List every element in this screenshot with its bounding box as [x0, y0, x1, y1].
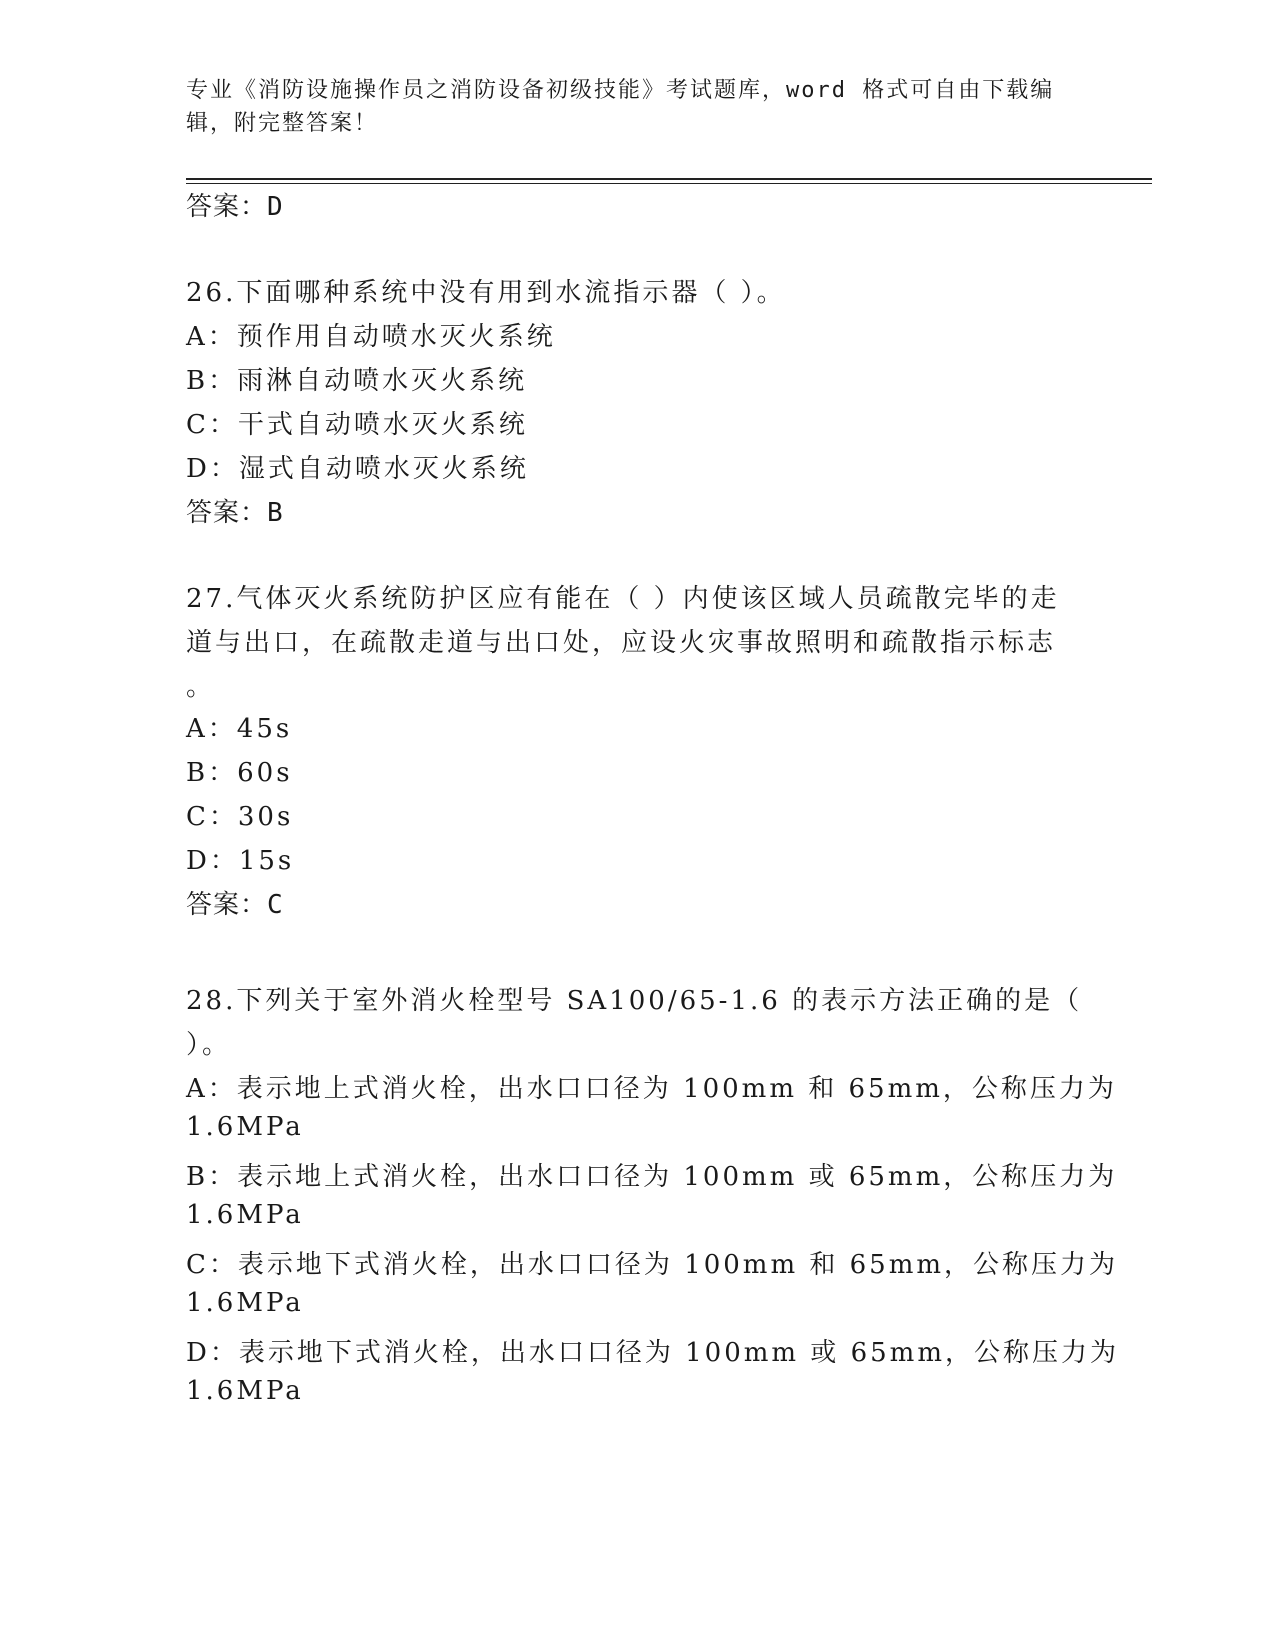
answer-label: 答案：B [186, 498, 284, 528]
question-text-line-2: ）。 [186, 1030, 232, 1060]
option-c: C：30s [186, 802, 294, 832]
option-a-line-1: A：表示地上式消火栓，出水口口径为 100mm 和 65mm，公称压力为 [186, 1074, 1117, 1104]
header-line-1: 专业《消防设施操作员之消防设备初级技能》考试题库，word 格式可自由下载编 [186, 78, 1055, 103]
document-header [186, 74, 1066, 140]
option-d: D：15s [186, 846, 295, 876]
option-b: B：雨淋自动喷水灭火系统 [186, 366, 528, 396]
question-text-line-1: 27.气体灭火系统防护区应有能在（ ）内使该区域人员疏散完毕的走 [186, 584, 1060, 614]
option-c-line-1: C：表示地下式消火栓，出水口口径为 100mm 和 65mm，公称压力为 [186, 1250, 1119, 1280]
option-c: C：干式自动喷水灭火系统 [186, 410, 528, 440]
option-a-line-2: 1.6MPa [186, 1112, 304, 1142]
question-text: 26.下面哪种系统中没有用到水流指示器（ ）。 [186, 278, 786, 308]
header-line-2: 辑，附完整答案！ [186, 111, 379, 136]
option-b-line-1: B：表示地上式消火栓，出水口口径为 100mm 或 65mm，公称压力为 [186, 1162, 1118, 1192]
option-b-line-2: 1.6MPa [186, 1200, 304, 1230]
option-a: A：预作用自动喷水灭火系统 [186, 322, 556, 352]
option-d: D：湿式自动喷水灭火系统 [186, 454, 529, 484]
question-text-line-3: 。 [186, 672, 216, 702]
question-text-line-1: 28.下列关于室外消火栓型号 SA100/65-1.6 的表示方法正确的是（ [186, 986, 1083, 1016]
header-divider-thin [186, 183, 1152, 184]
option-d-line-1: D：表示地下式消火栓，出水口口径为 100mm 或 65mm，公称压力为 [186, 1338, 1119, 1368]
option-d-line-2: 1.6MPa [186, 1376, 304, 1406]
option-a: A：45s [186, 714, 293, 744]
header-divider-thick [186, 178, 1152, 180]
question-text-line-2: 道与出口，在疏散走道与出口处，应设火灾事故照明和疏散指示标志 [186, 628, 1057, 658]
answer-label: 答案：D [186, 192, 284, 222]
answer-label: 答案：C [186, 890, 284, 920]
option-c-line-2: 1.6MPa [186, 1288, 304, 1318]
option-b: B：60s [186, 758, 293, 788]
